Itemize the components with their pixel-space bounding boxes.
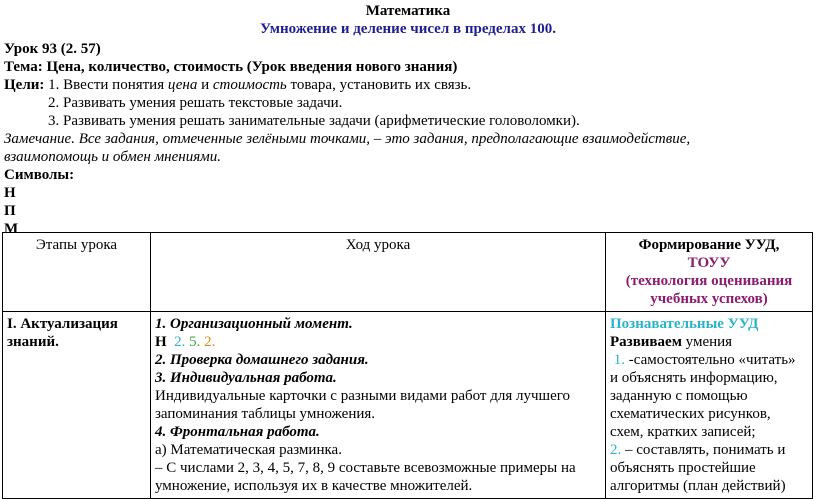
goal-1-post: товара, установить их связь. bbox=[286, 77, 472, 93]
step-individual: 3. Индивидуальная работа. bbox=[155, 370, 337, 386]
symbol-m: М bbox=[4, 221, 19, 237]
note-line-1: Замечание. Все задания, отмеченные зелёными точками, – это задания, предполагающие взаимодействие, bbox=[4, 131, 691, 147]
goal-1-word-price: цена bbox=[167, 77, 198, 93]
symbols-label: Символы: bbox=[4, 167, 75, 183]
goal-1-pre: 1. Ввести понятия bbox=[44, 77, 168, 93]
header-stages: Этапы урока bbox=[3, 233, 151, 312]
step-frontal: 4. Фронтальная работа. bbox=[155, 424, 320, 440]
goals-label: Цели: bbox=[4, 77, 45, 93]
goal-3: 3. Развивать умения решать занимательные задачи (арифметические головоломки). bbox=[48, 113, 580, 129]
lesson-flow-cell: 1. Организационный момент. Н 2. 5. 2. 2. Проверка домашнего задания. 3. Индивидуальная работа. Индивидуальные карточки с разными видами работ для лучшего запоминания таблицы умножения. 4. Фронтальная работа. а) Математическая разминка. – С числами 2, 3, 4, 5, 7, 8, 9 составьте всевозможные примеры на умножение, используя их в качестве множителей. bbox=[151, 312, 606, 499]
cognitive-uud-title: Познавательные УУД bbox=[610, 316, 759, 332]
lesson-theme: Тема: Цена, количество, стоимость (Урок введения нового знания) bbox=[4, 59, 458, 75]
goal-1 bbox=[4, 76, 471, 94]
header-uud: Формирование УУД, ТОУУ (технология оценивания учебных успехов) bbox=[606, 233, 813, 312]
goal-2: 2. Развивать умения решать текстовые задачи. bbox=[48, 95, 343, 111]
goal-1-word-cost: стоимость bbox=[212, 77, 287, 93]
table-header-row bbox=[3, 233, 813, 312]
topic-title: Умножение и деление чисел в пределах 100. bbox=[260, 21, 556, 37]
symbol-n: Н bbox=[4, 185, 16, 201]
lesson-number: Урок 93 (2. 57) bbox=[4, 41, 101, 57]
table-row bbox=[3, 312, 813, 499]
lesson-table bbox=[2, 232, 813, 499]
goal-1-mid: и bbox=[197, 77, 213, 93]
symbol-p: П bbox=[4, 203, 16, 219]
symbol-row: Н 2. 5. 2. bbox=[155, 334, 216, 350]
uud-cell: Познавательные УУД Развиваем умения 1. -самостоятельно «читать» и объяснять информацию, заданную с помощью схематических рисунков, схем, кратких записей; 2. – составлять, понимать и объяснять простейшие алгоритмы (план действий) bbox=[606, 312, 813, 499]
note-line-2: взаимопомощь и обмен мнениями. bbox=[4, 149, 221, 165]
stage-cell: I. Актуализация знаний. bbox=[3, 312, 151, 499]
header-lesson-flow: Ход урока bbox=[151, 233, 606, 312]
touu-label: ТОУУ bbox=[687, 255, 731, 271]
step-org-moment: 1. Организационный момент. bbox=[155, 316, 353, 332]
step-homework: 2. Проверка домашнего задания. bbox=[155, 352, 369, 368]
subject-title: Математика bbox=[365, 3, 451, 19]
